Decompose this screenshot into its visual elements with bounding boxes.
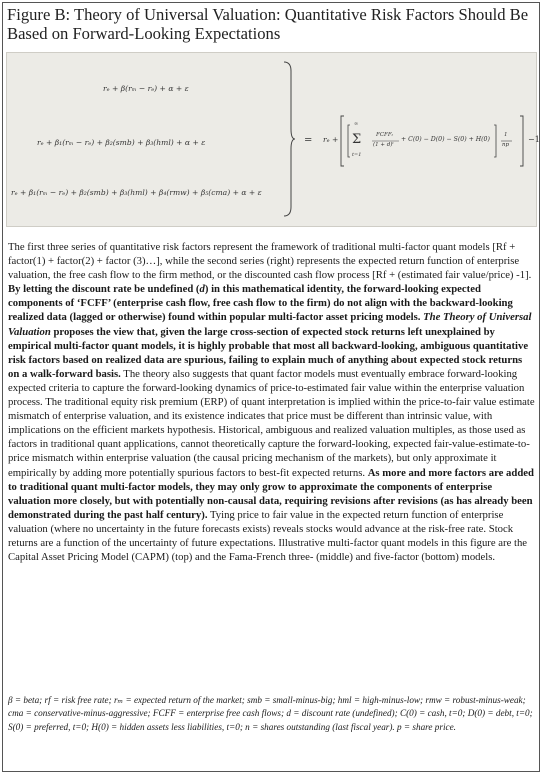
description-paragraph [8, 240, 536, 564]
paragraph-middle: The theory also suggests that quant factor models must eventually embrace forward-looking expected criteria to capture the forward-looking dynamics of price-to-estimated fair value within the enterprise valuation process. The traditional equity risk premium (ERP) of quant interpretation is implied within the price-to-fair value estimate mismatch of enterprise valuation, and its existence indicates that price must be different than intrinsic value, with implications on the efficient markets hypothesis. Historical, ambiguous and realized valuation multiples, as those used as factors in traditional quant applications, cannot theoretically capture the forward-looking, expected fair-value-estimate-to-price mismatch within enterprise valuation (the causal pricing mechanism of the markets), but only approximate it empirically by adding more potentially spurious factors to best-fit expected returns. [8, 367, 535, 479]
definitions-note: β = beta; rf = risk free rate; rₘ = expected return of the market; smb = small-minus-big; hml = high-minus-low; rmw = robust-minus-weak; cma = conservative-minus-aggressive; FCFF = enterprise free cash flows; d = discount rate (undefined); C(0) = cash, t=0; D(0) = debt, t=0; S(0) = preferred, t=0; H(0) = hidden assets less liabilities, t=0; n = shares outstanding (last fiscal year). p = share price. [8, 695, 533, 732]
right-brace-icon [283, 61, 295, 217]
ff3-equation: rₑ + β₁(rₘ − rₑ) + β₂(smb) + β₃(hml) + α + ε [37, 138, 206, 147]
fcff-denominator: (1 + d)ᵗ [373, 142, 394, 148]
valuation-equation [297, 111, 540, 171]
paragraph-intro: The first three series of quantitative risk factors represent the framework of traditional multi-factor quant models [Rf + factor(1) + factor(2) + factor (3)…], while the second series (right) represents the expected return function of enterprise valuation, the free cash flow to the firm method, or the discounted cash flow process [Rf + (estimated fair value/price) -1]. [8, 241, 532, 282]
sigma-symbol: Σ [352, 132, 362, 147]
risk-free-term: rₑ + [323, 135, 339, 144]
paragraph-bold-2: As more and more factors are added to traditional quant multi-factor models, they may only grow to approximate the components of enterprise valuation more closely, but with potentially non-causal data, requiring revisions after revisions (as has already been demonstrated during the past half century). [8, 466, 534, 521]
inverse-denominator: np [502, 142, 510, 148]
equation-panel [6, 52, 540, 227]
paragraph-bold-1: By letting the discount rate be undefined (d) in this mathematical identity, the forward-looking expected components of ‘FCFF’ (enterprise cash flow, free cash flow to the firm) do not align with the backward-looking realized data (lagged or otherwise) found within popular multi-factor asset pricing models. The Theory of Universal Valuation proposes the view that, given the large cross-section of expected stock returns left unexplained by empirical multi-factor quant models, it is highly probable that most all backward-looking, ambiguous quantitative risk factors based on realized data are spurious, failing to explain much of anything about expected stock returns on a walk-forward basis. [8, 283, 532, 380]
ff5-equation: rₑ + β₁(rₘ − rₑ) + β₂(smb) + β₃(hml) + β₄(rmw) + β₅(cma) + α + ε [11, 188, 262, 197]
capm-equation: rₑ + β(rₘ − rₑ) + α + ε [103, 84, 189, 93]
inverse-numerator: 1 [504, 132, 508, 138]
paragraph-end: Tying price to fair value in the expected return function of enterprise valuation (where no uncertainty in the future forecasts exists) reveals stocks would advance at the risk-free rate. Stock returns are a function of the uncertainty of future expectations. Illustrative multi-factor quant models in this figure are the Capital Asset Pricing Model (CAPM) (top) and the Fama-French three- (middle) and five-factor (bottom) models. [8, 508, 528, 564]
sum-upper-limit: ∞ [354, 121, 359, 127]
minus-one-term: −1 [528, 135, 540, 144]
fcff-numerator: FCFFₜ [376, 132, 394, 138]
figure-title: Figure B: Theory of Universal Valuation: Quantitative Risk Factors Should Be Based on Forward-Looking Expectations [7, 5, 529, 43]
sum-lower-limit: t=1 [352, 152, 362, 158]
equals-sign: = [304, 135, 313, 146]
balance-sheet-terms: + C(0) − D(0) − S(0) + H(0) [401, 136, 490, 143]
